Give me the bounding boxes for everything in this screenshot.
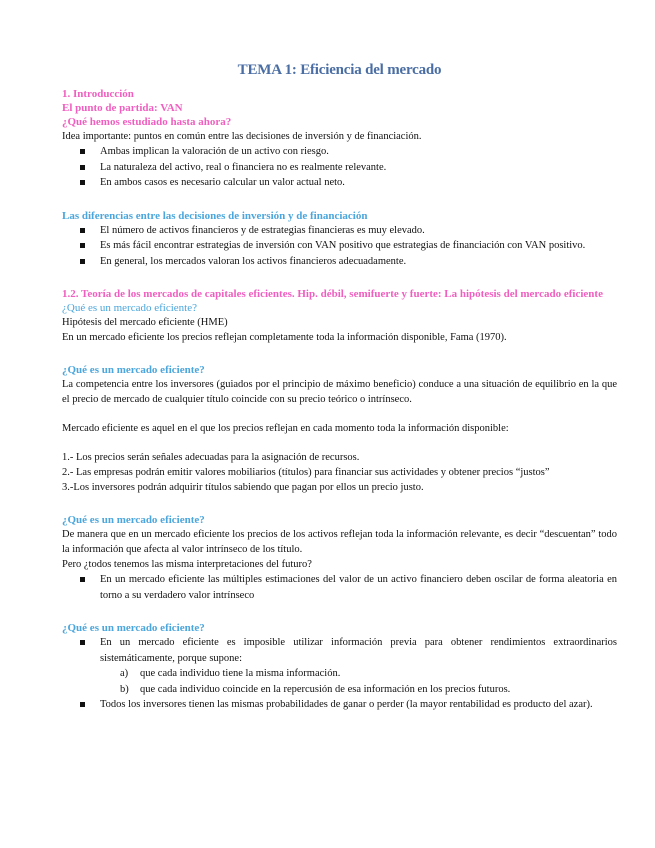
list-item: En ambos casos es necesario calcular un valor actual neto. [100,175,617,191]
square-bullet-icon [80,243,85,248]
question-mercado-eficiente: ¿Qué es un mercado eficiente? [62,302,197,314]
question-mercado-eficiente-3: ¿Qué es un mercado eficiente? [62,514,205,526]
section-heading-introduccion: 1. Introducción [62,88,134,100]
hme-line: Hipótesis del mercado eficiente (HME) [62,317,228,328]
differences-list [62,223,617,270]
list-item: La naturaleza del activo, real o financiera no es realmente relevante. [100,160,617,176]
oscilar-list [62,572,617,603]
point-3: 3.-Los inversores podrán adquirir títulos sabiendo que pagan por ellos un precio justo. [62,482,424,493]
supone-list [62,635,617,666]
azar-list [62,697,617,713]
document-title: TEMA 1: Eficiencia del mercado [237,62,442,78]
square-bullet-icon [80,640,85,645]
point-1: 1.- Los precios serán señales adecuadas para la asignación de recursos. [62,452,360,463]
list-item: En un mercado eficiente es imposible utilizar información previa para obtener rendimientos extraordinarios sistemáticamente, porque supone: [100,635,617,666]
subheading-punto-de-partida: El punto de partida: VAN [62,102,183,114]
square-bullet-icon [80,165,85,170]
question-mercado-eficiente-4: ¿Qué es un mercado eficiente? [62,622,205,634]
question-estudiado: ¿Qué hemos estudiado hasta ahora? [62,116,232,128]
common-points-list [62,144,617,191]
intro-paragraph: Idea importante: puntos en común entre las decisiones de inversión y de financiación. [62,131,422,142]
point-2: 2.- Las empresas podrán emitir valores mobiliarios (títulos) para financiar sus actividades y obtener precios “justos” [62,467,550,478]
square-bullet-icon [80,702,85,707]
list-item: El número de activos financieros y de estrategias financieras es muy elevado. [100,223,617,239]
assumptions-list [62,666,617,697]
pero-question: Pero ¿todos tenemos las misma interpretaciones del futuro? [62,559,312,570]
competition-paragraph: La competencia entre los inversores (guiados por el principio de máximo beneficio) conduce a una situación de equilibrio en la que el precio de mercado de cualquier título coincide con su precio teórico o intrínseco. [62,379,617,405]
list-item: Es más fácil encontrar estrategias de inversión con VAN positivo que estrategias de financiación con VAN positivo. [100,238,617,254]
square-bullet-icon [80,149,85,154]
section-heading-teoria: 1.2. Teoría de los mercados de capitales eficientes. Hip. débil, semifuerte y fuerte: La hipótesis del mercado eficiente [62,288,603,300]
definition-paragraph: Mercado eficiente es aquel en el que los precios reflejan en cada momento toda la información disponible: [62,423,509,434]
question-mercado-eficiente-2: ¿Qué es un mercado eficiente? [62,364,205,376]
square-bullet-icon [80,228,85,233]
differences-heading: Las diferencias entre las decisiones de inversión y de financiación [62,209,368,222]
descuentan-paragraph: De manera que en un mercado eficiente los precios de los activos reflejan toda la información relevante, es decir “descuentan” todo la información que afecta al valor intrínseco de los título. [62,529,617,555]
list-item: Todos los inversores tienen las mismas probabilidades de ganar o perder (la mayor rentabilidad es producto del azar). [100,697,617,713]
fama-definition: En un mercado eficiente los precios reflejan completamente toda la información disponible, Fama (1970). [62,332,507,343]
list-item: En general, los mercados valoran los activos financieros adecuadamente. [100,254,617,270]
list-item: a) que cada individuo tiene la misma información. [120,668,341,679]
list-item: En un mercado eficiente las múltiples estimaciones del valor de un activo financiero deben oscilar de forma aleatoria en torno a su verdadero valor intrínseco [100,572,617,603]
list-item: Ambas implican la valoración de un activo con riesgo. [100,144,617,160]
list-item: b) que cada individuo coincide en la repercusión de esa información en los precios futuros. [120,683,511,695]
square-bullet-icon [80,180,85,185]
square-bullet-icon [80,577,85,582]
square-bullet-icon [80,259,85,264]
